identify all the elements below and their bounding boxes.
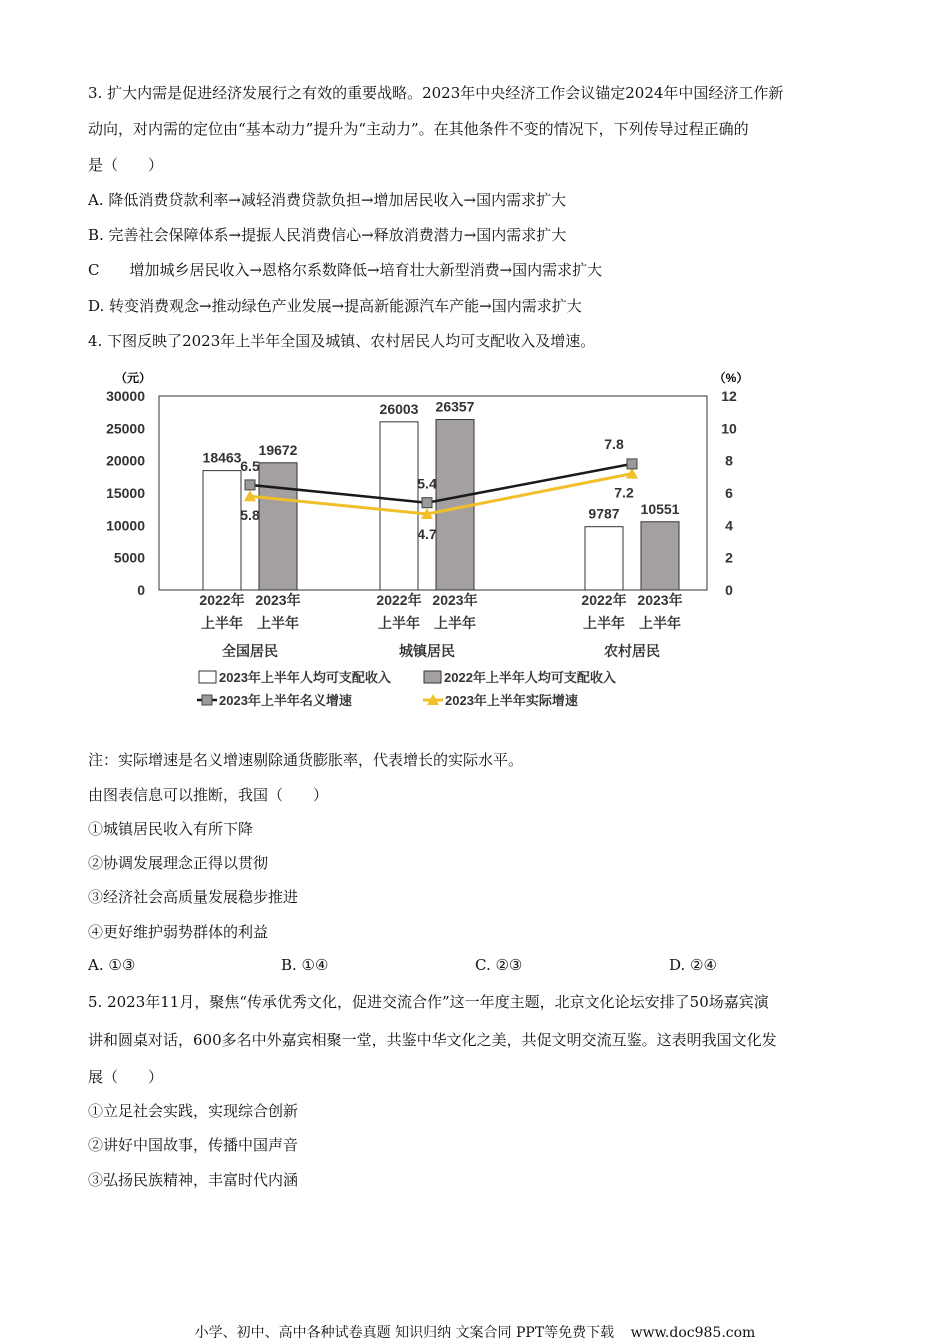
x-label-half: 上半年 [257, 615, 299, 631]
x-label-year: 2023年 [255, 592, 301, 608]
x-label-half: 上半年 [639, 615, 681, 631]
q3-stem-line-3: 是（ ） [88, 156, 164, 174]
right-tick-label: 8 [725, 452, 733, 469]
legend-label: 2023年上半年人均可支配收入 [219, 670, 391, 685]
income-chart [95, 362, 795, 722]
nominal-growth-label: 7.8 [604, 435, 624, 452]
right-tick-label: 2 [725, 549, 733, 566]
footer-link[interactable]: www.doc985.com [630, 1325, 756, 1341]
x-group-label: 城镇居民 [399, 643, 455, 659]
right-tick-label: 4 [725, 517, 733, 534]
q5-statement-3: ③弘扬民族精神，丰富时代内涵 [88, 1171, 299, 1189]
nominal-growth-label: 5.4 [417, 475, 437, 492]
q4-statement-2: ②协调发展理念正得以贯彻 [88, 854, 269, 872]
x-label-half: 上半年 [378, 615, 420, 631]
right-axis-unit: （%） [713, 371, 749, 385]
left-tick-label: 20000 [106, 452, 145, 469]
left-tick-label: 15000 [106, 485, 145, 501]
bar-2023 [259, 463, 297, 590]
q3-option-d: D. 转变消费观念→推动绿色产业发展→提高新能源汽车产能→国内需求扩大 [88, 297, 582, 315]
legend-label: 2023年上半年名义增速 [219, 693, 352, 708]
bar-2022 [203, 471, 241, 590]
q4-answer-b: B. ①④ [281, 956, 329, 974]
bar-2022-value: 18463 [202, 449, 242, 466]
x-label-half: 上半年 [583, 615, 625, 631]
x-group-label: 农村居民 [604, 643, 660, 659]
left-axis-unit: （元） [114, 371, 152, 385]
q3-option-b: B. 完善社会保障体系→提振人民消费信心→释放消费潜力→国内需求扩大 [88, 226, 567, 244]
nominal-growth-label: 6.5 [240, 457, 260, 474]
x-label-half: 上半年 [201, 615, 243, 631]
q3-option-a: A. 降低消费贷款利率→减轻消费贷款负担→增加居民收入→国内需求扩大 [88, 191, 567, 209]
left-tick-label: 25000 [106, 420, 145, 437]
q4-statement-4: ④更好维护弱势群体的利益 [88, 923, 269, 941]
q4-stem: 4. 下图反映了2023年上半年全国及城镇、农村居民人均可支配收入及增速。 [88, 332, 596, 350]
bar-2022-value: 26003 [379, 400, 419, 417]
q5-stem-line-2: 讲和圆桌对话，600多名中外嘉宾相聚一堂，共鉴中华文化之美，共促文明交流互鉴。这表明我国文化发 [88, 1031, 777, 1049]
q4-statement-3: ③经济社会高质量发展稳步推进 [88, 888, 299, 906]
bar-2022 [585, 527, 623, 590]
real-growth-label: 5.8 [240, 507, 260, 524]
legend-label: 2022年上半年人均可支配收入 [444, 670, 616, 685]
nominal-growth-point [422, 498, 432, 508]
bar-2023-value: 10551 [640, 500, 680, 517]
x-label-year: 2022年 [581, 592, 627, 608]
right-tick-label: 0 [725, 582, 733, 598]
nominal-growth-point [245, 480, 255, 490]
q3-option-c: C 增加城乡居民收入→恩格尔系数降低→培育壮大新型消费→国内需求扩大 [88, 261, 603, 279]
right-tick-label: 12 [721, 388, 737, 404]
left-tick-label: 5000 [113, 549, 145, 566]
legend-label: 2023年上半年实际增速 [445, 693, 578, 708]
q3-stem-line-2: 动向，对内需的定位由“基本动力”提升为“主动力”。在其他条件不变的情况下，下列传导过程正确的 [88, 120, 749, 138]
x-label-year: 2022年 [199, 592, 245, 608]
q5-stem-line-3: 展（ ） [88, 1068, 164, 1086]
bar-2022-value: 9787 [588, 505, 620, 522]
bar-2023-value: 26357 [435, 398, 475, 415]
real-growth-label: 7.2 [614, 484, 634, 501]
x-label-half: 上半年 [434, 615, 476, 631]
q4-statement-1: ①城镇居民收入有所下降 [88, 820, 254, 838]
legend-nominal-marker [202, 695, 212, 705]
x-group-label: 全国居民 [222, 643, 278, 659]
left-tick-label: 30000 [106, 388, 145, 404]
bar-2022 [380, 422, 418, 590]
right-tick-label: 10 [721, 420, 737, 437]
left-tick-label: 10000 [106, 517, 145, 534]
x-label-year: 2023年 [432, 592, 478, 608]
q5-statement-2: ②讲好中国故事，传播中国声音 [88, 1136, 299, 1154]
footer-text: 小学、初中、高中各种试卷真题 知识归纳 文案合同 PPT等免费下载 [194, 1325, 615, 1341]
nominal-growth-point [627, 459, 637, 469]
right-tick-label: 6 [725, 485, 733, 501]
q5-statement-1: ①立足社会实践，实现综合创新 [88, 1102, 299, 1120]
q4-note: 注：实际增速是名义增速剔除通货膨胀率，代表增长的实际水平。 [88, 751, 524, 769]
q4-answer-a: A. ①③ [88, 956, 136, 974]
q4-question: 由图表信息可以推断，我国（ ） [88, 786, 329, 804]
x-label-year: 2022年 [376, 592, 422, 608]
legend-swatch-white [199, 671, 216, 683]
left-tick-label: 0 [137, 582, 145, 598]
q5-stem-line-1: 5. 2023年11月，聚焦“传承优秀文化，促进交流合作”这一年度主题，北京文化论坛安排了50场嘉宾演 [88, 993, 769, 1011]
legend-swatch-gray [424, 671, 441, 683]
x-label-year: 2023年 [637, 592, 683, 608]
bar-2023-value: 19672 [258, 441, 298, 458]
real-growth-label: 4.7 [417, 526, 437, 543]
q3-stem-line-1: 3. 扩大内需是促进经济发展行之有效的重要战略。2023年中央经济工作会议锚定2024年中国经济工作新 [88, 84, 784, 102]
q4-answer-c: C. ②③ [475, 956, 523, 974]
page-footer [0, 1324, 950, 1342]
bar-2023 [641, 522, 679, 590]
q4-answer-d: D. ②④ [669, 956, 717, 974]
